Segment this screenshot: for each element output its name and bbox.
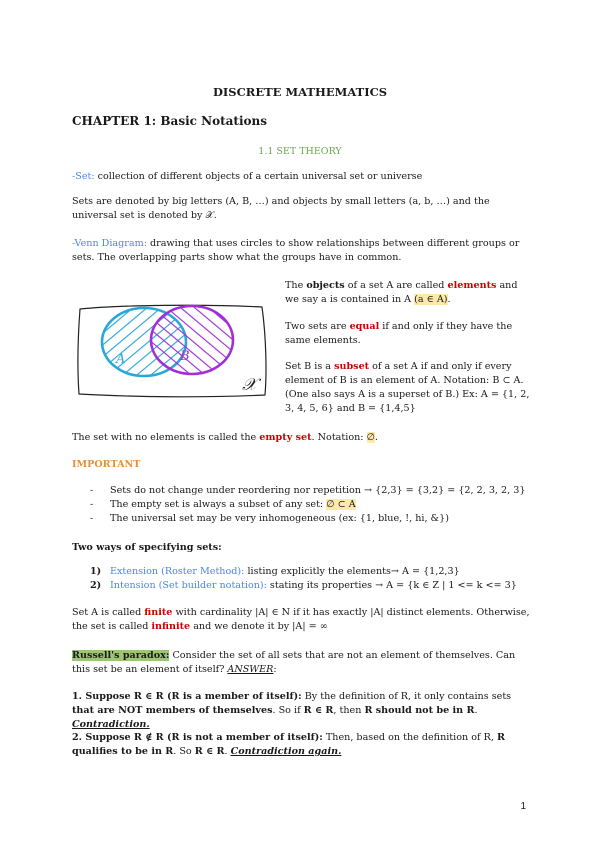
text: : bbox=[273, 663, 277, 675]
text: listing explicitly the elements→ A = {1,2,3} bbox=[244, 566, 460, 577]
text: of a set A if and only if every element of B is an element of A. Notation: B ⊂ A. (One also says A is a superset of B.) Ex: A = {1, 2, 3, 4, 5, 6} and B = {1,4,5} bbox=[285, 361, 530, 414]
list-item bbox=[90, 565, 530, 579]
text: Then, based on the definition of R, bbox=[322, 732, 497, 743]
subset-paragraph bbox=[285, 360, 530, 416]
answer-label: ANSWER bbox=[227, 663, 274, 675]
subset-notation: ∅ ⊂ A bbox=[326, 498, 356, 510]
equal-paragraph bbox=[285, 320, 530, 348]
text: Set B is a bbox=[285, 361, 335, 372]
equal-term: equal bbox=[349, 321, 380, 332]
text: Set A is called bbox=[72, 607, 145, 618]
text: stating its properties → A = {k ∈ Z | 1 <= k <= 3} bbox=[266, 579, 517, 591]
text: R qualifies to be in R bbox=[72, 732, 505, 757]
important-list bbox=[90, 484, 530, 526]
case-one-paragraph bbox=[72, 690, 532, 732]
text: By the definition of R, it only contains sets bbox=[301, 691, 512, 702]
extension-term: Extension (Roster Method): bbox=[110, 566, 245, 577]
section-title: 1.1 SET THEORY bbox=[258, 146, 342, 157]
text: Consider the set of all sets that are not an element of themselves. Can this set be an element of itself? bbox=[72, 650, 516, 675]
infinite-term: infinite bbox=[151, 620, 191, 632]
contradiction-label: Contradiction. bbox=[72, 718, 150, 730]
venn-definition-text: drawing that uses circles to show relationships between different groups or sets. The overlapping parts show what the groups have in common. bbox=[72, 238, 520, 263]
text: R should not be in R bbox=[364, 704, 475, 716]
empty-set-paragraph bbox=[72, 431, 532, 445]
text: The empty set is always a subset of any set: bbox=[110, 498, 327, 510]
list-number: 1) bbox=[90, 566, 102, 577]
text: R ∈ R bbox=[194, 745, 225, 757]
text: Sets do not change under reordering nor repetition → {2,3} = {3,2} = {2, 2, 3, 2, 3} bbox=[110, 485, 526, 496]
objects-paragraph bbox=[285, 279, 530, 307]
set-term: -Set: bbox=[72, 171, 95, 182]
empty-set-symbol: ∅ bbox=[366, 432, 375, 443]
list-item bbox=[90, 484, 530, 498]
finite-paragraph bbox=[72, 606, 532, 634]
universal-set-label: 𝒳 bbox=[242, 375, 257, 395]
russell-term: Russell's paradox: bbox=[72, 650, 170, 661]
text: The universal set may be very inhomogeneous (ex: {1, blue, !, hi, &}) bbox=[110, 512, 449, 524]
case-one-heading: 1. Suppose R ∈ R (R is a member of itself): bbox=[72, 691, 302, 702]
text: with cardinality |A| ∈ N if it has exactly |A| distinct elements. Otherwise, the set is called bbox=[72, 607, 530, 632]
subset-term: subset bbox=[334, 361, 370, 372]
text: and we denote it by |A| = ∞ bbox=[190, 620, 328, 632]
elements-term: elements bbox=[447, 280, 497, 291]
finite-term: finite bbox=[144, 607, 173, 618]
text: . bbox=[224, 745, 231, 757]
russell-paragraph bbox=[72, 649, 532, 677]
text: . Notation: bbox=[311, 432, 367, 443]
important-heading: IMPORTANT bbox=[72, 459, 141, 470]
text: . bbox=[374, 432, 378, 443]
case-two-heading: 2. Suppose R ∉ R (R is not a member of itself): bbox=[72, 732, 323, 743]
list-item bbox=[90, 579, 530, 593]
text: R ∈ R bbox=[303, 704, 334, 716]
text: . So if bbox=[272, 704, 304, 716]
list-item bbox=[90, 512, 530, 526]
ways-heading: Two ways of specifying sets: bbox=[72, 542, 222, 553]
ways-list bbox=[90, 565, 530, 593]
venn-diagram bbox=[72, 276, 276, 402]
text: . bbox=[474, 704, 478, 716]
text: of a set A are called bbox=[344, 280, 448, 291]
objects-term: objects bbox=[306, 280, 345, 291]
page-number: 1 bbox=[520, 801, 526, 812]
text: . So bbox=[173, 745, 195, 757]
text: that are NOT members of themselves bbox=[72, 704, 273, 716]
text: and we say a is contained in A bbox=[285, 280, 518, 305]
intension-term: Intension (Set builder notation): bbox=[110, 579, 267, 591]
text: The set with no elements is called the bbox=[72, 432, 260, 443]
text: if and only if they have the same elements. bbox=[285, 321, 513, 346]
set-b-label: B bbox=[180, 349, 190, 364]
text: . bbox=[447, 293, 451, 305]
set-definition bbox=[72, 170, 532, 184]
contradiction-label: Contradiction again. bbox=[230, 745, 342, 757]
set-a-label: A bbox=[116, 352, 126, 367]
document-title: DISCRETE MATHEMATICS bbox=[212, 85, 388, 99]
text: , then bbox=[333, 704, 365, 716]
venn-definition bbox=[72, 237, 532, 265]
empty-set-term: empty set bbox=[259, 432, 312, 443]
set-b-circle bbox=[151, 306, 233, 374]
list-item bbox=[90, 498, 530, 512]
chapter-title: CHAPTER 1: Basic Notations bbox=[72, 114, 267, 128]
venn-term: -Venn Diagram: bbox=[72, 238, 147, 249]
list-number: 2) bbox=[90, 579, 102, 591]
set-definition-text: collection of different objects of a certain universal set or universe bbox=[94, 171, 423, 182]
text: Two sets are bbox=[285, 321, 350, 332]
text: The bbox=[285, 280, 307, 291]
notation-paragraph: Sets are denoted by big letters (A, B, …) and objects by small letters (a, b, …) and the universal set is denoted by 𝒳. bbox=[72, 196, 490, 221]
case-two-paragraph bbox=[72, 731, 532, 759]
membership-notation: (a ∈ A) bbox=[414, 293, 448, 305]
